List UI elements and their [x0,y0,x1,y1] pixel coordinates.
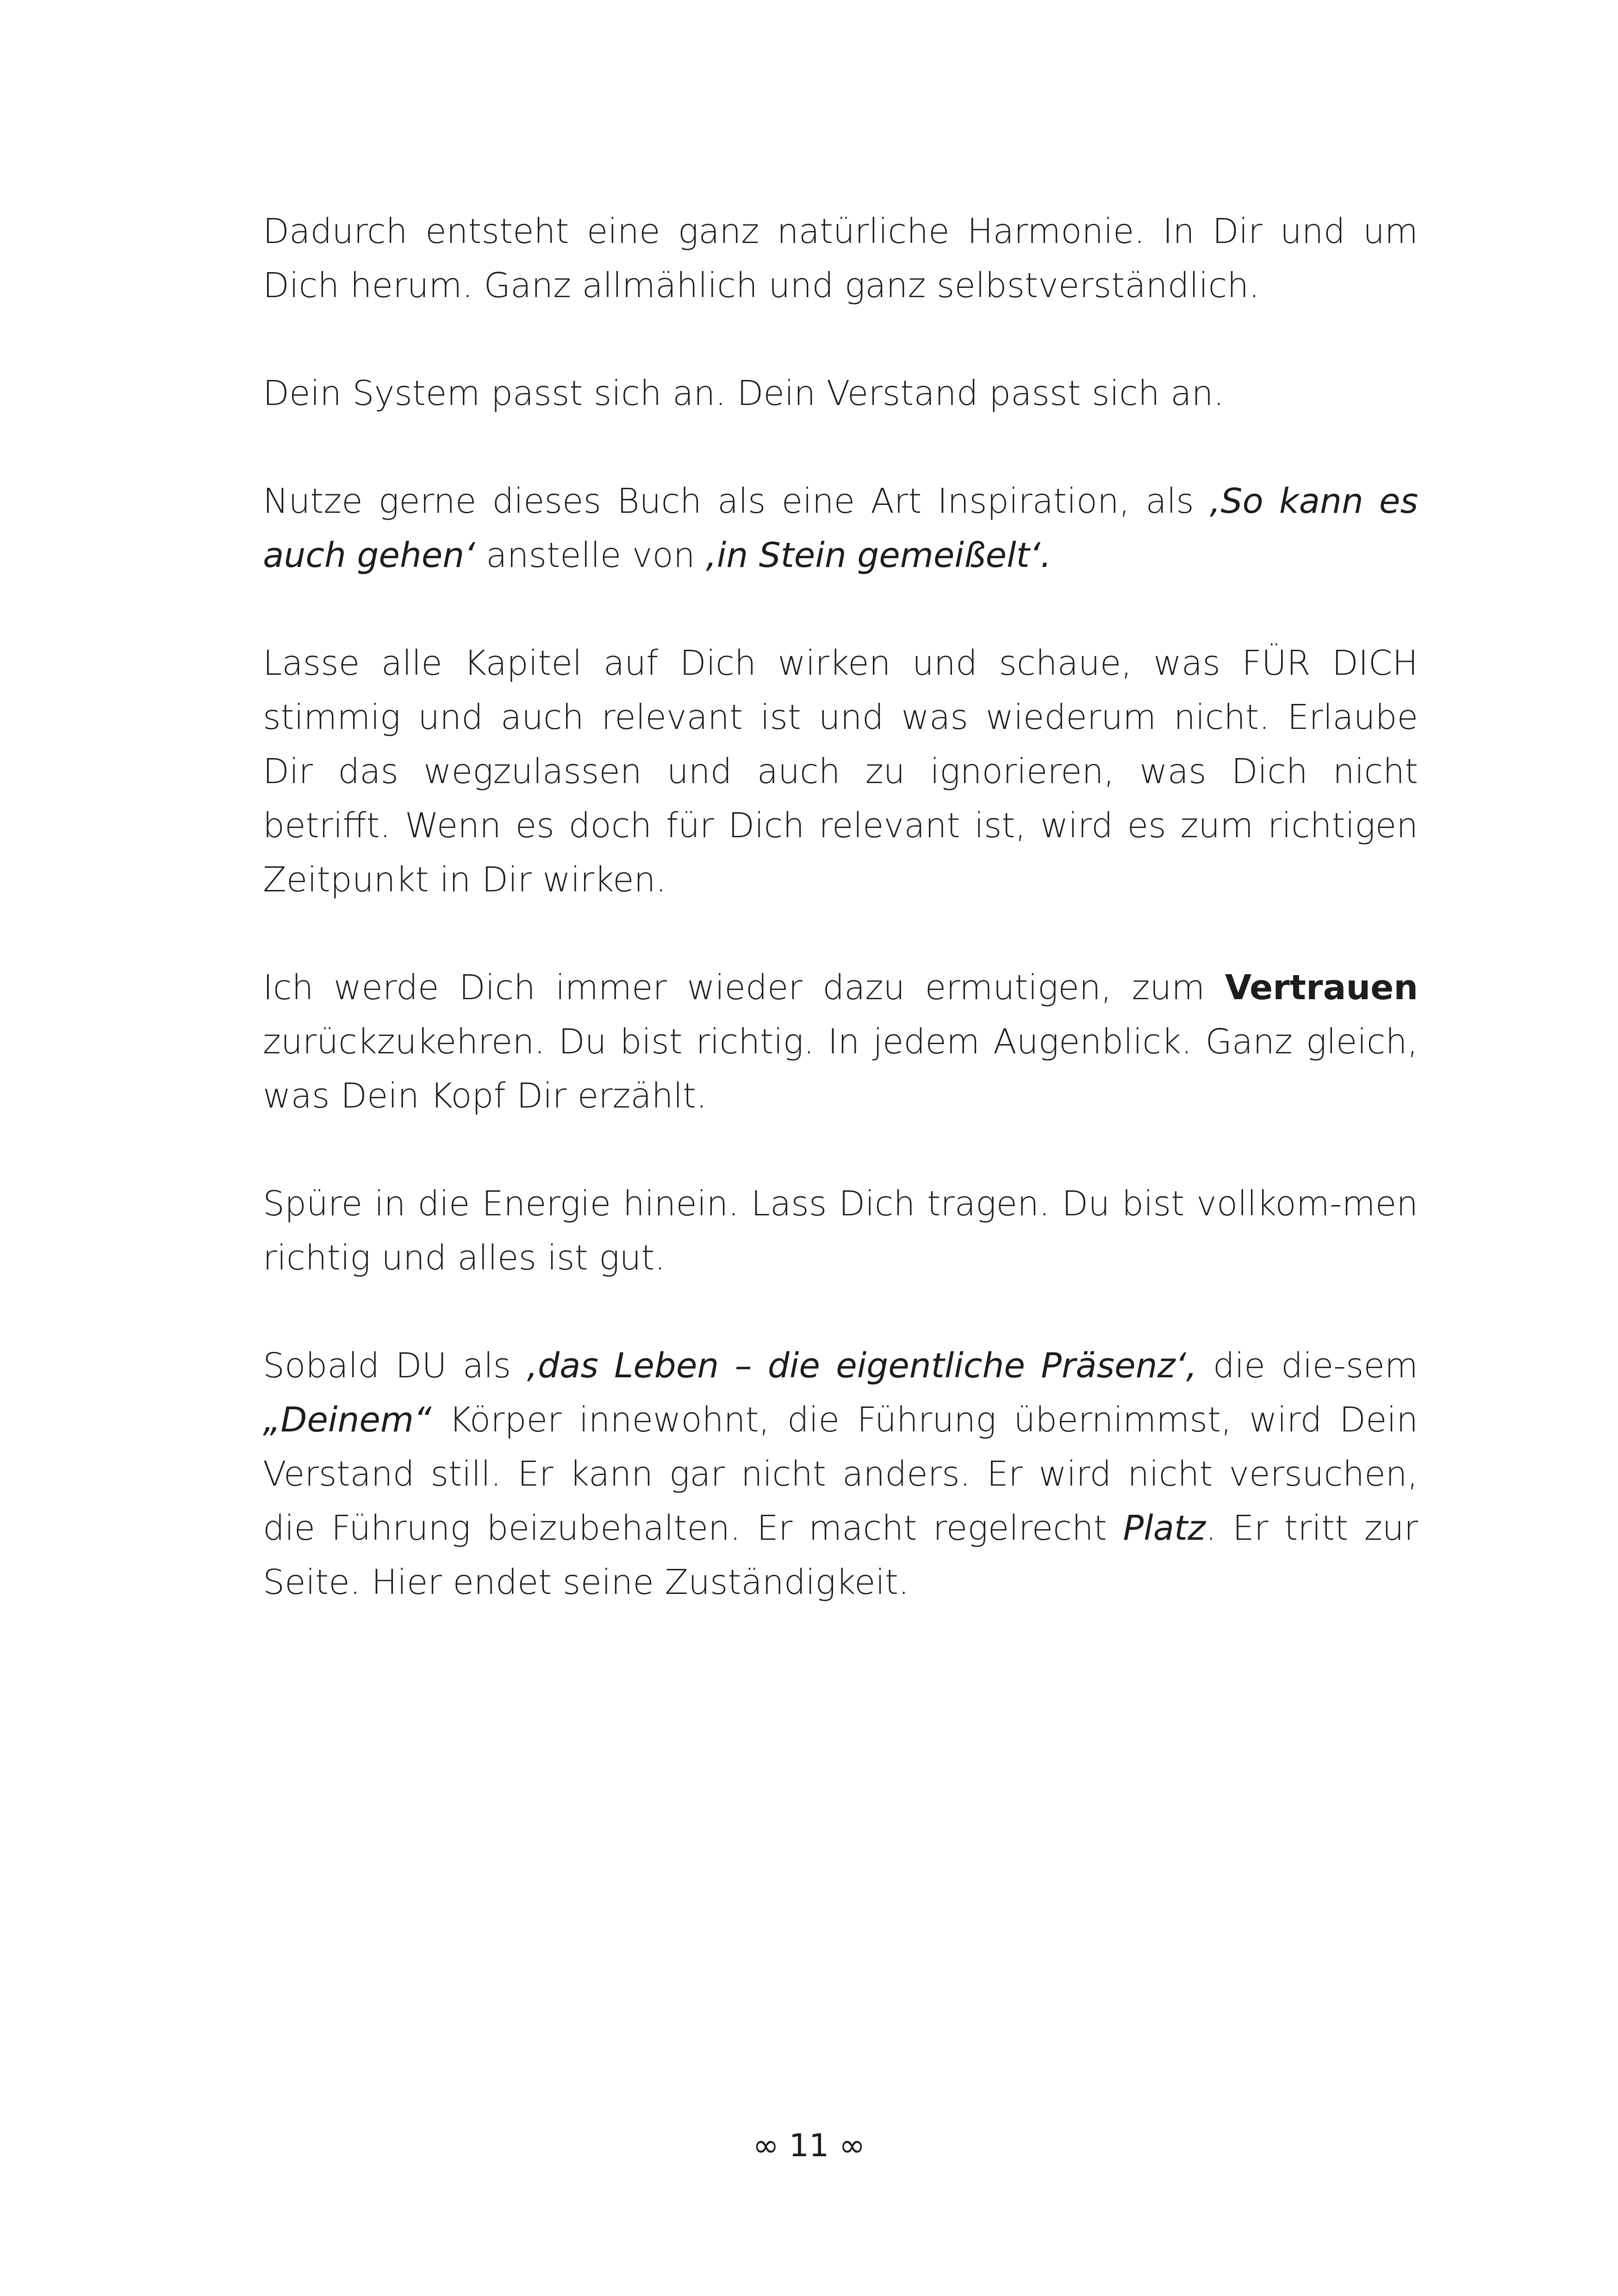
quote-deinem: „Deinem“ [263,1400,432,1440]
paragraph-3: Nutze gerne dieses Buch als eine Art Inspiration, als ‚So kann es auch gehen‘ anstelle von ‚in Stein gemeißelt‘. [263,481,1418,575]
paragraph-6: Spüre in die Energie hinein. Lass Dich tragen. Du bist vollkom-men richtig und alles ist gut. [263,1184,1418,1278]
emphasis-vertrauen: Vertrauen [1225,968,1418,1008]
paragraph-4: Lasse alle Kapitel auf Dich wirken und schaue, was FÜR DICH stimmig und auch relevant ist und was wiederum nicht. Erlaube Dir das wegzulassen und auch zu ignorieren, was Dich nicht betrifft. Wenn es doch für Dich relevant ist, wird es zum richtigen Zeitpunkt in Dir wirken. [263,643,1418,900]
paragraph-7: Sobald DU als ‚das Leben – die eigentliche Präsenz‘, die die-sem „Deinem“ Körper innewohnt, die Führung übernimmst, wird Dein Verstand still. Er kann gar nicht anders. Er wird nicht versuchen, die Führung beizubehalten. Er macht regelrecht Platz. Er tritt zur Seite. Hier endet seine Zuständigkeit. [263,1346,1418,1602]
quote-so-kann: ‚So kann es auch gehen‘ [263,481,1418,575]
quote-in-stein: ‚in Stein gemeißelt‘. [706,535,1052,575]
quote-das-leben: ‚das Leben – die eigentliche Präsenz‘, [527,1346,1197,1386]
paragraph-2: Dein System passt sich an. Dein Verstand passt sich an. [263,373,1225,413]
page-number: ∞ 11 ∞ [753,2128,865,2164]
body-text [263,205,1418,1663]
paragraph-1: Dadurch entsteht eine ganz natürliche Harmonie. In Dir und um Dich herum. Ganz allmählich und ganz selbstverständlich. [263,212,1418,305]
emphasis-platz: Platz [1123,1508,1206,1548]
paragraph-5: Ich werde Dich immer wieder dazu ermutigen, zum Vertrauen zurückzukehren. Du bist richtig. In jedem Augenblick. Ganz gleich, was Dein Kopf Dir erzählt. [263,968,1418,1116]
